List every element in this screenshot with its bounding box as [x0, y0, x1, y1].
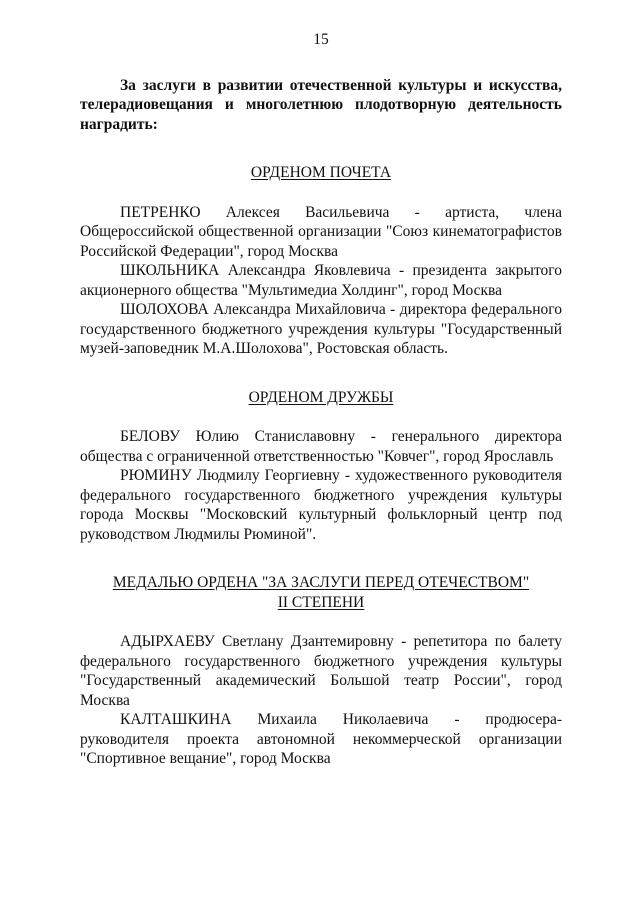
award-entry: ШКОЛЬНИКА Александра Яковлевича - президента закрытого акционерного общества "Мультимедиа Холдинг", город Москва [80, 262, 562, 299]
heading-line: МЕДАЛЬЮ ОРДЕНА "ЗА ЗАСЛУГИ ПЕРЕД ОТЕЧЕСТВОМ" [112, 574, 530, 591]
section-heading-order-of-honour [80, 163, 562, 183]
award-intro: За заслуги в развитии отечественной культуры и искусства, телерадиовещания и многолетнюю плодотворную деятельность наградить: [80, 76, 562, 133]
award-entry: РЮМИНУ Людмилу Георгиевну - художественного руководителя федерального государственного бюджетного учреждения культуры города Москвы "Московский культурный фольклорный центр под руководством Людмилы Рюминой". [80, 467, 562, 543]
heading-line: II СТЕПЕНИ [277, 593, 365, 611]
award-entry: ШОЛОХОВА Александра Михайловича - директора федерального государственного бюджетного учреждения культуры "Государственный музей-заповедник М.А.Шолохова", Ростовская область. [80, 301, 562, 357]
document-page [80, 30, 562, 769]
page-number: 15 [313, 31, 329, 48]
award-entry: ПЕТРЕНКО Алексея Васильевича - артиста, члена Общероссийской общественной организации "Союз кинематографистов Российской Федерации", город Москва [80, 203, 562, 260]
award-entry: КАЛТАШКИНА Михаила Николаевича - продюсера-руководителя проекта автономной некоммерческой организации "Спортивное вещание", город Москва [80, 711, 562, 767]
section-heading-medal-of-order [80, 573, 562, 612]
heading-line: ОРДЕНОМ ДРУЖБЫ [248, 388, 394, 406]
heading-line: ОРДЕНОМ ПОЧЕТА [250, 164, 392, 181]
section-heading-order-of-friendship [80, 388, 562, 408]
award-entry: АДЫРХАЕВУ Светлану Дзантемировну - репетитора по балету федерального государственного бюджетного учреждения культуры "Государственный академический Большой театр России", город Москва [80, 633, 562, 709]
award-entry: БЕЛОВУ Юлию Станиславовну - генерального директора общества с ограниченной ответственностью "Ковчег", город Ярославль [80, 428, 562, 465]
